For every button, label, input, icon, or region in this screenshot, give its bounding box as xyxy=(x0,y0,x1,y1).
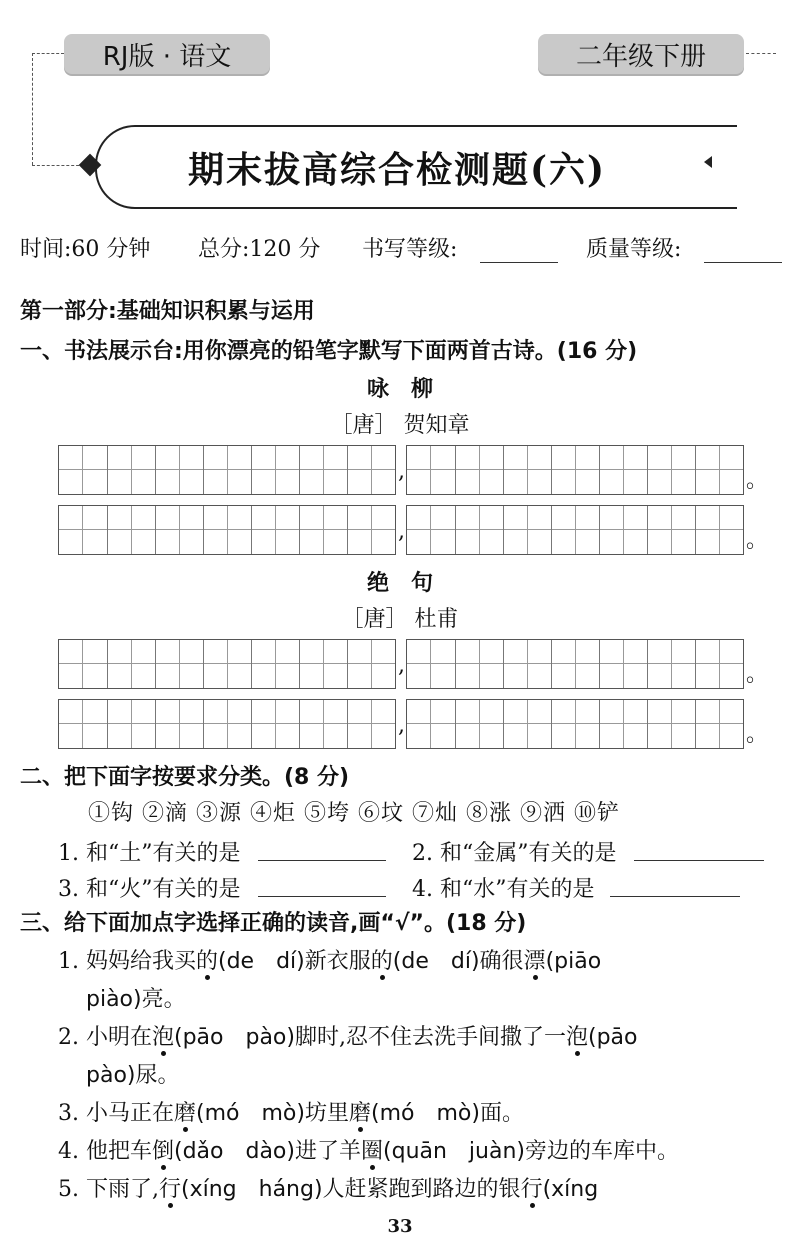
poem-2-title: 绝 句 xyxy=(366,570,433,596)
connector-line xyxy=(32,53,33,165)
page-title: 期末拔高综合检测题(六) xyxy=(187,148,607,191)
grid-cell[interactable] xyxy=(251,640,299,688)
comma-mark: , xyxy=(398,713,405,738)
category-earth-label: 1. 和“土”有关的是 xyxy=(58,841,241,866)
pinyin-options[interactable]: (dǎo dào) xyxy=(174,1139,295,1164)
grid-cell[interactable] xyxy=(503,700,551,748)
category-water-field[interactable] xyxy=(610,896,740,897)
comma-mark: , xyxy=(398,459,405,484)
grade-tag: 二年级下册 xyxy=(538,34,744,74)
pinyin-options[interactable]: (xíng xyxy=(542,1177,599,1202)
pinyin-options[interactable]: (de dí) xyxy=(392,949,480,974)
writing-grid-row[interactable] xyxy=(58,445,769,493)
grid-cell[interactable] xyxy=(551,700,599,748)
sentence-text: 确很 xyxy=(479,949,524,974)
part-heading: 第一部分:基础知识积累与运用 xyxy=(20,299,315,324)
pinyin-options[interactable]: (xíng háng) xyxy=(181,1177,323,1202)
sentence-text: 脚时,忍不住去洗手间撒了一 xyxy=(294,1025,566,1050)
grid-cell[interactable] xyxy=(203,640,251,688)
sentence-text: 进了羊 xyxy=(294,1139,361,1164)
grid-cell[interactable] xyxy=(599,640,647,688)
poem-2-author: ［唐］ 杜甫 xyxy=(341,607,459,632)
period-mark: 。 xyxy=(746,722,769,747)
grid-cell[interactable] xyxy=(59,640,107,688)
grid-cell[interactable] xyxy=(647,446,695,494)
grid-cell[interactable] xyxy=(407,640,455,688)
grid-cell[interactable] xyxy=(503,446,551,494)
grid-cell[interactable] xyxy=(155,506,203,554)
sentence-text: 5. 下雨了, xyxy=(58,1177,159,1202)
grid-cell[interactable] xyxy=(551,446,599,494)
grid-cells xyxy=(406,699,744,749)
grid-cells xyxy=(58,445,396,495)
sentence-3 xyxy=(58,1096,524,1127)
category-metal-field[interactable] xyxy=(634,860,764,861)
pinyin-options[interactable]: (piāo xyxy=(545,949,602,974)
grid-cell[interactable] xyxy=(347,506,395,554)
grid-cell[interactable] xyxy=(407,446,455,494)
connector-line xyxy=(746,53,776,54)
grid-cell[interactable] xyxy=(347,700,395,748)
category-water-label: 4. 和“水”有关的是 xyxy=(412,877,595,902)
pinyin-options[interactable]: (pāo xyxy=(588,1025,638,1050)
connector-line xyxy=(32,165,84,166)
grid-cell[interactable] xyxy=(251,446,299,494)
grid-cell[interactable] xyxy=(203,446,251,494)
category-fire-label: 3. 和“火”有关的是 xyxy=(58,877,241,902)
sentence-text: 人赶紧跑到路边的银 xyxy=(322,1177,521,1202)
question-2-heading: 二、把下面字按要求分类。(8 分) xyxy=(20,765,350,790)
grid-cell[interactable] xyxy=(59,700,107,748)
writing-grade-field[interactable] xyxy=(480,262,558,263)
grid-cell[interactable] xyxy=(155,700,203,748)
page-number: 33 xyxy=(387,1216,413,1237)
grid-cell[interactable] xyxy=(599,700,647,748)
title-banner xyxy=(95,125,737,209)
sentence-5 xyxy=(58,1172,598,1203)
grid-cell[interactable] xyxy=(599,446,647,494)
sentence-text: 4. 他把车 xyxy=(58,1139,152,1164)
sentence-1-continued[interactable]: piào)亮。 xyxy=(86,987,186,1012)
pinyin-options[interactable]: (de dí) xyxy=(218,949,305,974)
poem-1-author: ［唐］ 贺知章 xyxy=(330,413,470,438)
subject-tag: RJ版 · 语文 xyxy=(64,34,270,74)
grid-cell[interactable] xyxy=(203,700,251,748)
period-mark: 。 xyxy=(746,468,769,493)
grid-cells xyxy=(58,639,396,689)
total-score: 总分:120 分 xyxy=(198,237,321,262)
comma-mark: , xyxy=(398,519,405,544)
dotted-char: 泡 xyxy=(151,1025,174,1050)
sentence-text: 2. 小明在 xyxy=(58,1025,152,1050)
grid-cell[interactable] xyxy=(695,446,743,494)
dotted-char: 漂 xyxy=(523,949,546,974)
character-list: ①钩 ②滴 ③源 ④炬 ⑤垮 ⑥坟 ⑦灿 ⑧涨 ⑨洒 ⑩铲 xyxy=(88,801,620,826)
sentence-text: 旁边的车库中。 xyxy=(525,1139,680,1164)
pinyin-options[interactable]: (mó mò) xyxy=(196,1101,305,1126)
grid-cell[interactable] xyxy=(299,446,347,494)
grid-cell[interactable] xyxy=(347,640,395,688)
grid-cell[interactable] xyxy=(455,700,503,748)
grid-cell[interactable] xyxy=(647,640,695,688)
sentence-text: 1. 妈妈给我买 xyxy=(58,949,196,974)
writing-grid-row[interactable] xyxy=(58,699,769,747)
sentence-2 xyxy=(58,1020,638,1051)
dotted-char: 的 xyxy=(370,949,393,974)
dotted-char: 倒 xyxy=(151,1139,174,1164)
dotted-char: 泡 xyxy=(565,1025,588,1050)
dotted-char: 的 xyxy=(195,949,218,974)
grid-cell[interactable] xyxy=(647,506,695,554)
grid-cell[interactable] xyxy=(695,640,743,688)
grid-cell[interactable] xyxy=(599,506,647,554)
grid-cell[interactable] xyxy=(455,446,503,494)
arrow-icon xyxy=(704,156,712,168)
dotted-char: 磨 xyxy=(348,1101,371,1126)
writing-grade-label: 书写等级: xyxy=(362,237,458,262)
grid-cell[interactable] xyxy=(107,700,155,748)
grid-cell[interactable] xyxy=(407,700,455,748)
poem-1-title: 咏 柳 xyxy=(366,376,433,402)
pinyin-options[interactable]: (quān juàn) xyxy=(383,1139,525,1164)
sentence-2-continued[interactable]: pào)尿。 xyxy=(86,1063,180,1088)
grid-cell[interactable] xyxy=(551,506,599,554)
grid-cell[interactable] xyxy=(695,506,743,554)
grid-cells xyxy=(406,639,744,689)
grid-cell[interactable] xyxy=(407,506,455,554)
grid-cell[interactable] xyxy=(59,506,107,554)
dotted-char: 行 xyxy=(158,1177,181,1202)
sentence-text: 3. 小马正在 xyxy=(58,1101,174,1126)
grid-cell[interactable] xyxy=(299,506,347,554)
grid-cell[interactable] xyxy=(59,446,107,494)
grid-cells xyxy=(58,505,396,555)
period-mark: 。 xyxy=(746,528,769,553)
question-3-heading: 三、给下面加点字选择正确的读音,画“√”。(18 分) xyxy=(20,911,527,936)
sentence-text: 面。 xyxy=(479,1101,524,1126)
grid-cell[interactable] xyxy=(107,640,155,688)
grid-cell[interactable] xyxy=(551,640,599,688)
grid-cell[interactable] xyxy=(155,640,203,688)
dotted-char: 磨 xyxy=(173,1101,196,1126)
grid-cell[interactable] xyxy=(299,700,347,748)
grid-cell[interactable] xyxy=(347,446,395,494)
grid-cells xyxy=(406,505,744,555)
grid-cell[interactable] xyxy=(503,506,551,554)
grid-cell[interactable] xyxy=(299,640,347,688)
dotted-char: 圈 xyxy=(361,1139,384,1164)
dotted-char: 行 xyxy=(520,1177,543,1202)
comma-mark: , xyxy=(398,653,405,678)
quality-grade-label: 质量等级: xyxy=(586,237,682,262)
sentence-1 xyxy=(58,944,601,975)
category-fire-field[interactable] xyxy=(258,896,386,897)
grid-cell[interactable] xyxy=(695,700,743,748)
grid-cells xyxy=(406,445,744,495)
pinyin-options[interactable]: (pāo pào) xyxy=(174,1025,295,1050)
sentence-4 xyxy=(58,1134,679,1165)
writing-grid-row[interactable] xyxy=(58,639,769,687)
grid-cell[interactable] xyxy=(503,640,551,688)
grid-cell[interactable] xyxy=(647,700,695,748)
grid-cell[interactable] xyxy=(203,506,251,554)
sentence-text: 新衣服 xyxy=(304,949,371,974)
grid-cell[interactable] xyxy=(155,446,203,494)
period-mark: 。 xyxy=(746,662,769,687)
question-1-heading: 一、书法展示台:用你漂亮的铅笔字默写下面两首古诗。(16 分) xyxy=(20,339,638,364)
grid-cell[interactable] xyxy=(455,506,503,554)
writing-grid-row[interactable] xyxy=(58,505,769,553)
category-earth-field[interactable] xyxy=(258,860,386,861)
connector-line xyxy=(32,53,64,54)
pinyin-options[interactable]: (mó mò) xyxy=(370,1101,480,1126)
grid-cell[interactable] xyxy=(455,640,503,688)
grid-cells xyxy=(58,699,396,749)
grid-cell[interactable] xyxy=(251,700,299,748)
category-metal-label: 2. 和“金属”有关的是 xyxy=(412,841,617,866)
grid-cell[interactable] xyxy=(251,506,299,554)
grid-cell[interactable] xyxy=(107,446,155,494)
quality-grade-field[interactable] xyxy=(704,262,782,263)
sentence-text: 坊里 xyxy=(304,1101,349,1126)
time-info: 时间:60 分钟 xyxy=(20,237,151,262)
grid-cell[interactable] xyxy=(107,506,155,554)
